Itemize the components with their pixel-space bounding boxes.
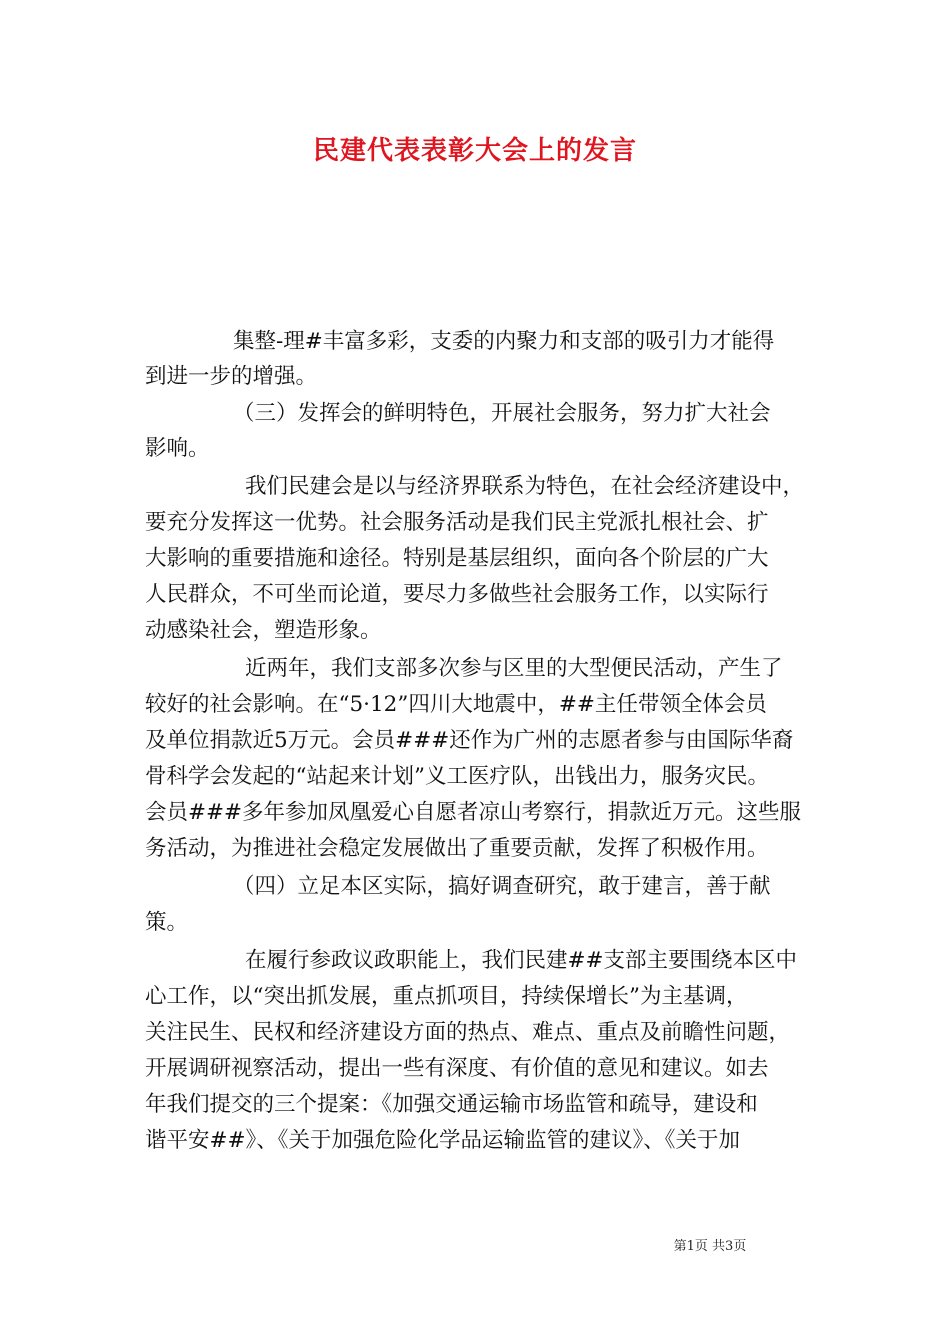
body-line: 近两年，我们支部多次参与区里的大型便民活动，产生了 bbox=[245, 656, 783, 681]
body-line: 到进一步的增强。 bbox=[145, 364, 318, 389]
section-heading-4: （四）立足本区实际，搞好调查研究，敢于建言，善于献 bbox=[233, 874, 771, 899]
section-heading-3: （三）发挥会的鲜明特色，开展社会服务，努力扩大社会 bbox=[233, 401, 771, 426]
body-line: 影响。 bbox=[145, 436, 210, 461]
body-line: 要充分发挥这一优势。社会服务活动是我们民主党派扎根社会、扩 bbox=[145, 510, 769, 535]
body-line: 关注民生、民权和经济建设方面的热点、难点、重点及前瞻性问题， bbox=[145, 1020, 791, 1045]
body-line: 较好的社会影响。在“5·12”四川大地震中，##主任带领全体会员 bbox=[145, 692, 767, 717]
body-line: 骨科学会发起的“站起来计划”义工医疗队，出钱出力，服务灾民。 bbox=[145, 764, 769, 789]
body-line: 我们民建会是以与经济界联系为特色，在社会经济建设中， bbox=[245, 474, 805, 499]
body-line: 集整-理#丰富多彩，支委的内聚力和支部的吸引力才能得 bbox=[233, 329, 775, 354]
body-line: 及单位捐款近5万元。会员###还作为广州的志愿者参与由国际华裔 bbox=[145, 728, 794, 753]
body-line: 动感染社会，塑造形象。 bbox=[145, 618, 382, 643]
body-line: 大影响的重要措施和途径。特别是基层组织，面向各个阶层的广大 bbox=[145, 546, 769, 571]
body-line: 谐平安##》、《关于加强危险化学品运输监管的建议》、《关于加 bbox=[145, 1128, 741, 1153]
body-line: 会员###多年参加凤凰爱心自愿者凉山考察行，捐款近万元。这些服 bbox=[145, 800, 802, 825]
body-line: 策。 bbox=[145, 910, 189, 935]
document-title: 民建代表表彰大会上的发言 bbox=[312, 136, 637, 166]
body-line: 开展调研视察活动，提出一些有深度、有价值的意见和建议。如去 bbox=[145, 1056, 769, 1081]
body-line: 心工作，以“突出抓发展，重点抓项目，持续保增长”为主基调， bbox=[145, 984, 748, 1009]
body-line: 在履行参政议政职能上，我们民建##支部主要围绕本区中 bbox=[245, 948, 798, 973]
body-line: 年我们提交的三个提案：《加强交通运输市场监管和疏导，建设和 bbox=[145, 1092, 758, 1117]
page-number-footer: 第1页 共3页 bbox=[673, 1239, 747, 1254]
body-line: 务活动，为推进社会稳定发展做出了重要贡献，发挥了积极作用。 bbox=[145, 836, 769, 861]
body-line: 人民群众，不可坐而论道，要尽力多做些社会服务工作，以实际行 bbox=[145, 582, 769, 607]
